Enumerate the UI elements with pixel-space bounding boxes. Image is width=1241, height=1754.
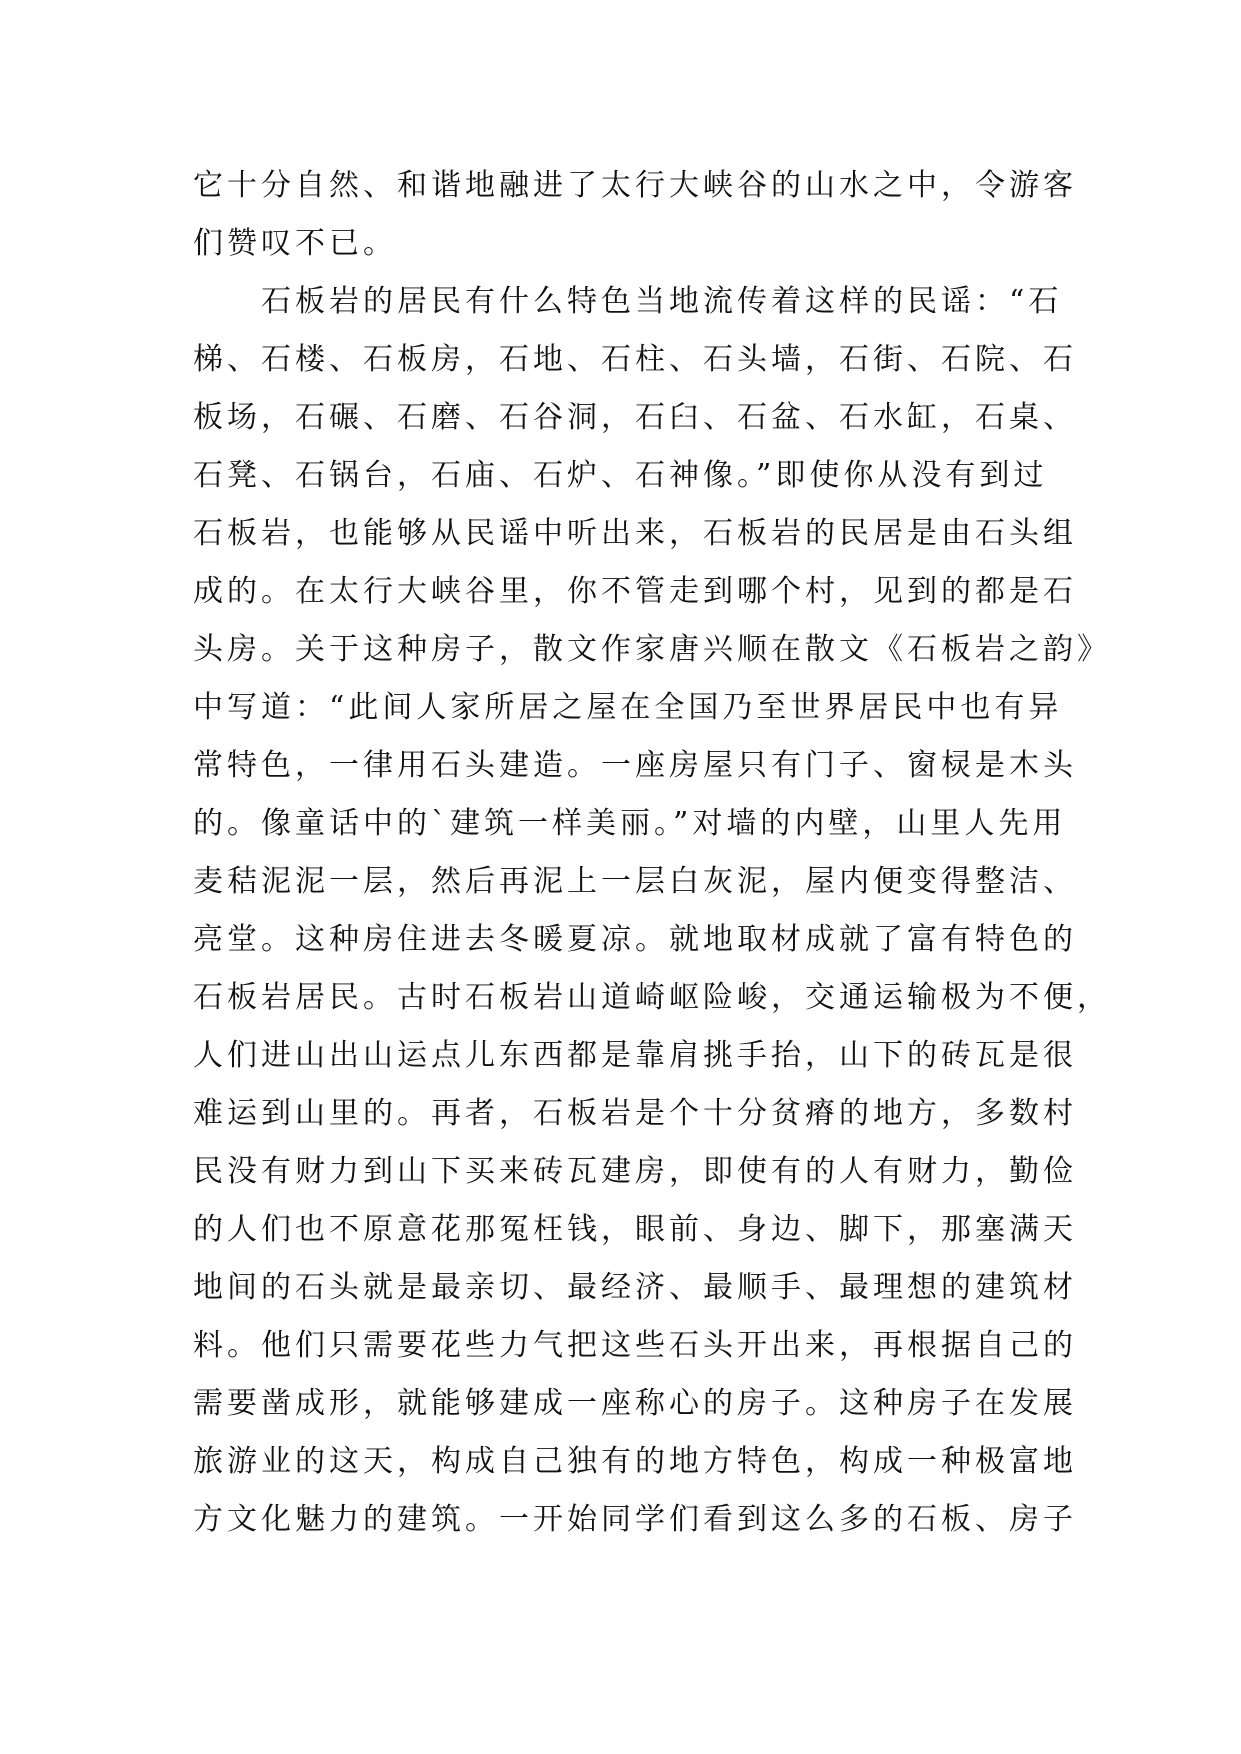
text-line: 旅游业的这天，构成自己独有的地方特色，构成一种极富地 — [193, 1444, 1077, 1479]
text-line: 麦秸泥泥一层，然后再泥上一层白灰泥，屋内便变得整洁、 — [193, 864, 1077, 899]
text-line: 中写道：“此间人家所居之屋在全国乃至世界居民中也有异 — [193, 690, 1063, 725]
text-line: 方文化魅力的建筑。一开始同学们看到这么多的石板、房子 — [193, 1502, 1077, 1537]
text-line: 人们进山出山运点儿东西都是靠肩挑手抬，山下的砖瓦是很 — [193, 1038, 1077, 1073]
text-line: 的。像童话中的`建筑一样美丽。”对墙的内壁，山里人先用 — [193, 806, 1067, 841]
text-line: 亮堂。这种房住进去冬暖夏凉。就地取材成就了富有特色的 — [193, 922, 1077, 957]
text-line: 需要凿成形，就能够建成一座称心的房子。这种房子在发展 — [193, 1386, 1077, 1421]
text-line: 石板岩，也能够从民谣中听出来，石板岩的民居是由石头组 — [193, 516, 1077, 551]
text-line: 石板岩的居民有什么特色当地流传着这样的民谣：“石 — [193, 284, 1063, 319]
text-line: 常特色，一律用石头建造。一座房屋只有门子、窗棂是木头 — [193, 748, 1077, 783]
text-line: 梯、石楼、石板房，石地、石柱、石头墙，石街、石院、石 — [193, 342, 1077, 377]
text-line: 们赞叹不已。 — [193, 226, 397, 261]
text-line: 板场，石碾、石磨、石谷洞，石臼、石盆、石水缸，石桌、 — [193, 400, 1077, 435]
text-line: 它十分自然、和谐地融进了太行大峡谷的山水之中，令游客 — [193, 168, 1077, 203]
text-line: 的人们也不原意花那冤枉钱，眼前、身边、脚下，那塞满天 — [193, 1212, 1077, 1247]
text-line: 石板岩居民。古时石板岩山道崎岖险峻，交通运输极为不便， — [193, 980, 1111, 1015]
text-line: 料。他们只需要花些力气把这些石头开出来，再根据自己的 — [193, 1328, 1077, 1363]
text-line: 民没有财力到山下买来砖瓦建房，即使有的人有财力，勤俭 — [193, 1154, 1077, 1189]
text-line: 难运到山里的。再者，石板岩是个十分贫瘠的地方，多数村 — [193, 1096, 1077, 1131]
text-line: 头房。关于这种房子，散文作家唐兴顺在散文《石板岩之韵》 — [193, 632, 1111, 667]
text-line: 石凳、石锅台，石庙、石炉、石神像。”即使你从没有到过 — [193, 458, 1048, 493]
text-line: 地间的石头就是最亲切、最经济、最顺手、最理想的建筑材 — [193, 1270, 1077, 1305]
body-text — [193, 157, 1111, 1549]
text-line: 成的。在太行大峡谷里，你不管走到哪个村，见到的都是石 — [193, 574, 1077, 609]
